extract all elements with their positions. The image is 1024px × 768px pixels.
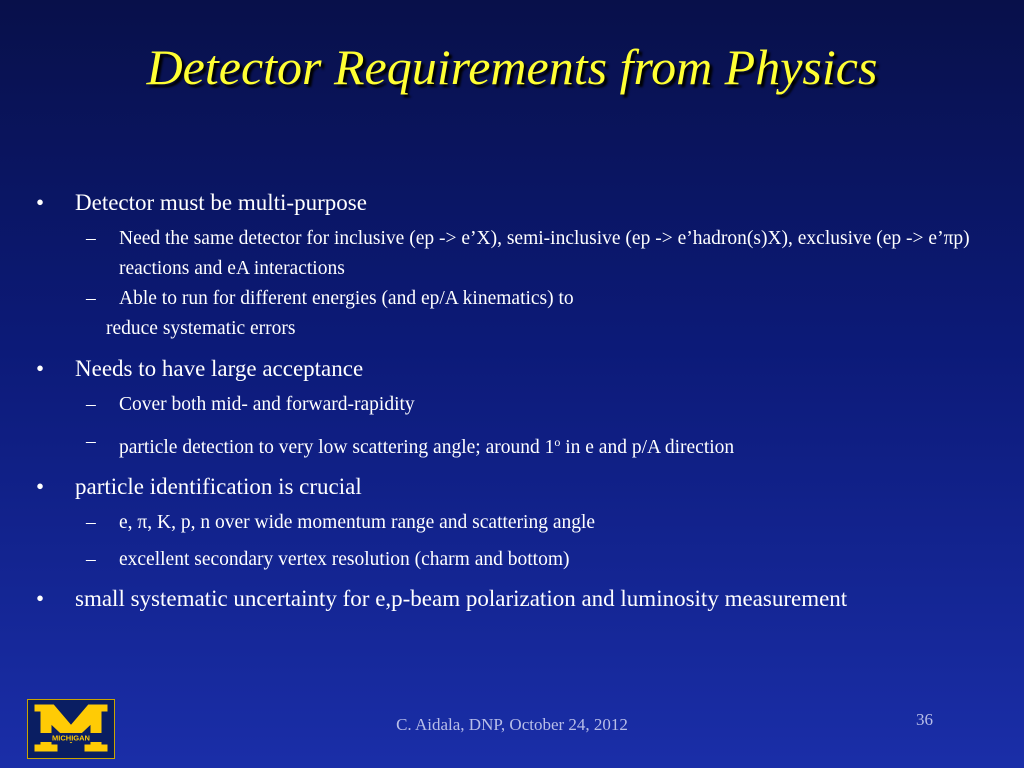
bullet-marker: • (36, 356, 45, 381)
slide-title: Detector Requirements from Physics (146, 39, 878, 95)
sub-bullet-item (36, 427, 996, 463)
sub-bullet-marker: – (86, 288, 96, 309)
bullet-item (36, 582, 996, 616)
logo-text: MICHIGAN (52, 733, 90, 743)
sub-bullet-text-after: in e and p/A direction (560, 437, 735, 458)
sub-bullet-text: Able to run for different energies (and ep/A kinematics) to (119, 288, 574, 309)
sub-bullet-item (36, 508, 996, 538)
sub-bullet-text (119, 437, 734, 458)
sub-bullet-text: e, π, K, p, n over wide momentum range and scattering angle (119, 512, 596, 533)
sub-bullet-item (36, 224, 996, 284)
bullet-text: Detector must be multi-purpose (75, 190, 367, 215)
sub-bullet-item (36, 284, 996, 314)
bullet-item (36, 470, 996, 504)
sub-bullet-text: excellent secondary vertex resolution (charm and bottom) (119, 549, 570, 570)
bullet-text: Needs to have large acceptance (75, 356, 364, 381)
sub-bullet-text-before: particle detection to very low scattering angle; around 1 (119, 437, 555, 458)
bullet-text: small systematic uncertainty for e,p-beam polarization and luminosity measurement (75, 586, 848, 611)
bullet-item (36, 352, 996, 386)
sub-bullet-text: Cover both mid- and forward-rapidity (119, 394, 415, 415)
bullet-marker: • (36, 474, 45, 499)
bullet-marker: • (36, 190, 45, 215)
sub-bullet-marker: – (86, 228, 96, 249)
bullet-marker: • (36, 586, 45, 611)
sub-bullet-item (36, 545, 996, 575)
sub-bullet-continuation: reduce systematic errors (106, 318, 296, 339)
bullet-list (36, 186, 996, 620)
sub-bullet-marker: – (86, 394, 96, 415)
page-number: 36 (916, 710, 933, 729)
degree-superscript: o (554, 435, 561, 449)
sub-bullet-marker: – (86, 512, 96, 533)
bullet-text: particle identification is crucial (75, 474, 362, 499)
bullet-item (36, 186, 996, 220)
sub-bullet-marker: – (86, 549, 96, 570)
sub-bullet-marker: – (86, 431, 96, 452)
sub-bullet-item (36, 390, 996, 420)
sub-bullet-text: Need the same detector for inclusive (ep -> e’X), semi-inclusive (ep -> e’hadron(s)X), exclusive (ep -> e’πp) reactions and eA interactions (119, 228, 970, 279)
slide-footer: C. Aidala, DNP, October 24, 2012 (396, 715, 628, 734)
